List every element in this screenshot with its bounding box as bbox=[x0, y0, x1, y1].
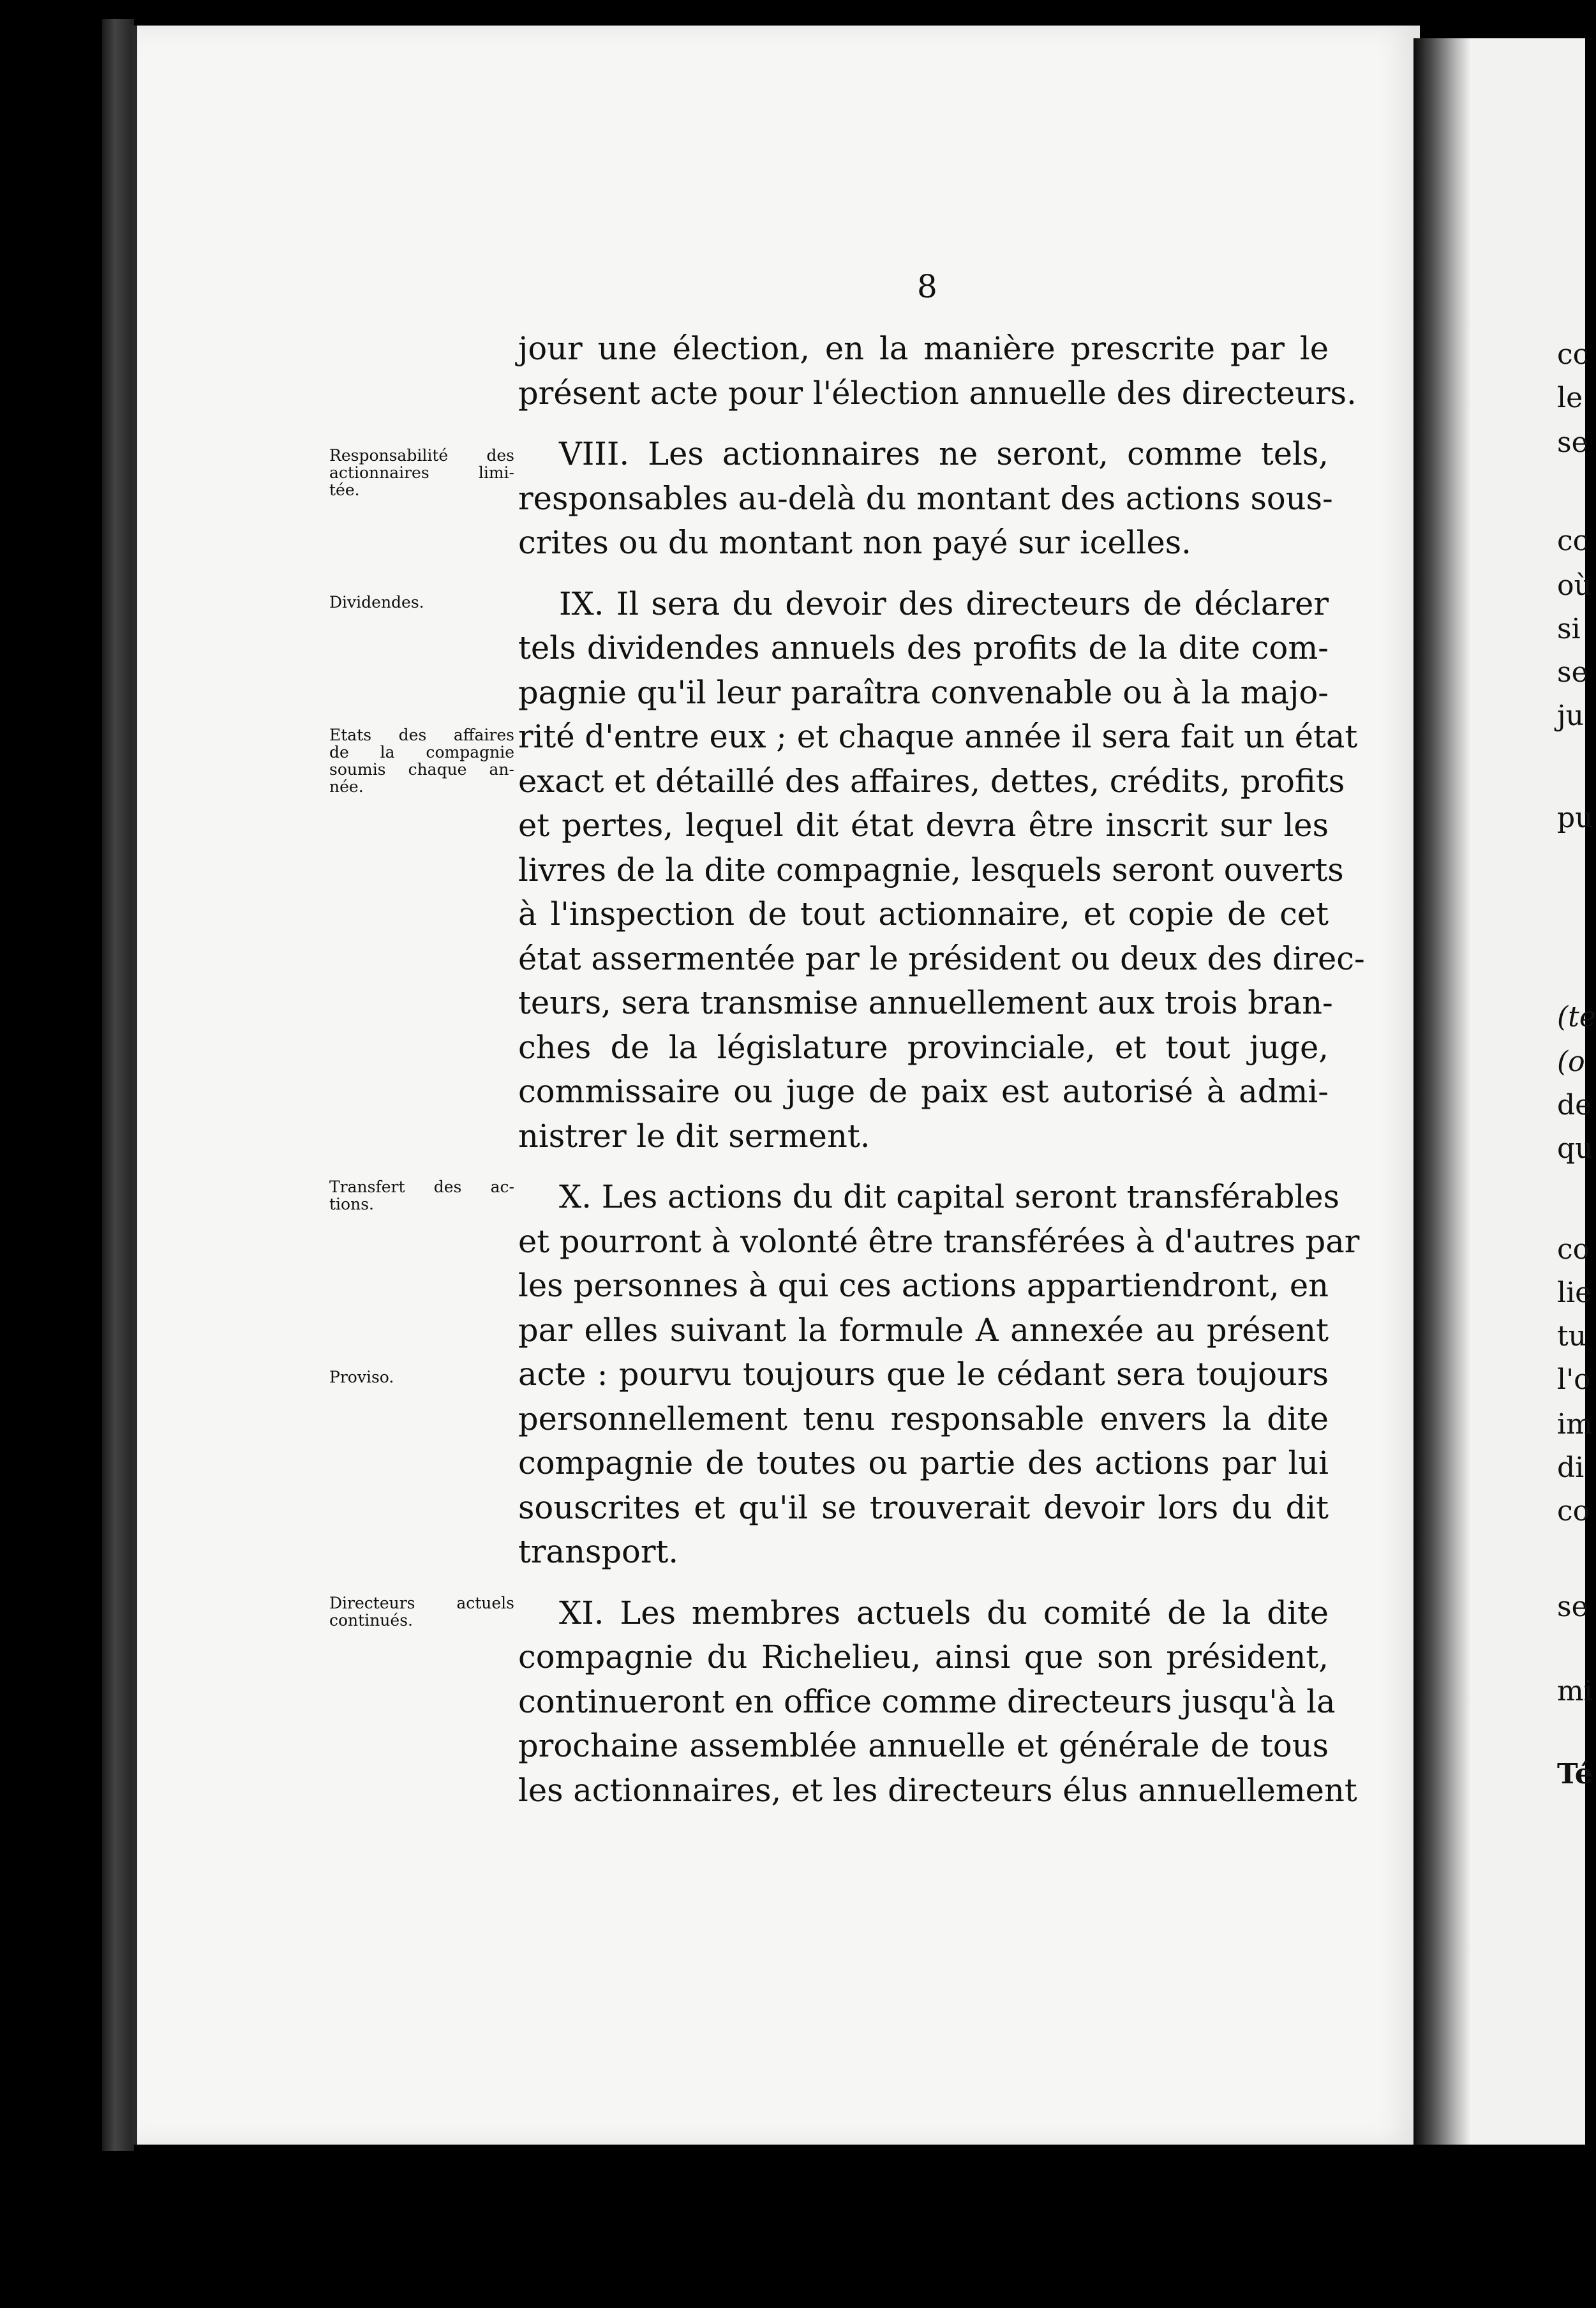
facing-fragment: mi bbox=[1557, 1675, 1593, 1707]
margin-note-line: Etats des affaires bbox=[329, 726, 514, 744]
margin-note-line: Responsabilité des bbox=[329, 446, 514, 465]
facing-fragment: pu bbox=[1557, 802, 1593, 834]
margin-note-line: née. bbox=[329, 777, 364, 796]
facing-fragment: tu bbox=[1557, 1320, 1587, 1353]
body-line: teurs, sera transmise annuellement aux trois bran- bbox=[518, 984, 1333, 1021]
margin-note-line: de la compagnie bbox=[329, 743, 514, 761]
body-line: VIII. Les actionnaires ne seront, comme tels, bbox=[559, 435, 1329, 472]
body-line: jour une élection, en la manière prescrite par le bbox=[518, 330, 1329, 367]
body-line: les personnes à qui ces actions appartiendront, en bbox=[518, 1267, 1329, 1304]
page-binding-edge bbox=[102, 19, 134, 2151]
facing-fragment: où bbox=[1557, 569, 1592, 602]
facing-fragment: cc bbox=[1557, 338, 1589, 371]
margin-note-line: Directeurs actuels bbox=[329, 1594, 514, 1612]
body-line: IX. Il sera du devoir des directeurs de déclarer bbox=[559, 585, 1329, 622]
facing-fragment: qu bbox=[1557, 1132, 1593, 1165]
body-text bbox=[518, 327, 1365, 1813]
body-line: exact et détaillé des affaires, dettes, crédits, profits bbox=[518, 762, 1345, 800]
margin-note-dividendes bbox=[329, 594, 514, 611]
body-line: souscrites et qu'il se trouverait devoir lors du dit bbox=[518, 1488, 1329, 1526]
margin-note-line: Dividendes. bbox=[329, 593, 424, 611]
body-line: continueront en office comme directeurs jusqu'à la bbox=[518, 1682, 1336, 1720]
facing-fragment: si bbox=[1557, 613, 1581, 645]
facing-fragment: (te bbox=[1557, 1001, 1596, 1033]
body-line: et pourront à volonté être transférées à d'autres par bbox=[518, 1222, 1360, 1260]
body-line: les actionnaires, et les directeurs élus annuellement bbox=[518, 1771, 1357, 1809]
body-line: commissaire ou juge de paix est autorisé à admi- bbox=[518, 1073, 1329, 1110]
margin-note-proviso bbox=[329, 1368, 514, 1386]
margin-note-line: Proviso. bbox=[329, 1368, 394, 1386]
margin-note-line: tée. bbox=[329, 481, 360, 499]
body-line: tels dividendes annuels des profits de la dite com- bbox=[518, 629, 1329, 666]
body-line: pagnie qu'il leur paraîtra convenable ou à la majo- bbox=[518, 673, 1329, 711]
margin-note-line: actionnaires limi- bbox=[329, 463, 514, 482]
facing-fragment: (o bbox=[1557, 1045, 1585, 1078]
margin-note-line: tions. bbox=[329, 1195, 374, 1213]
facing-fragment: co bbox=[1557, 1233, 1590, 1266]
facing-fragment: l'o bbox=[1557, 1363, 1591, 1396]
body-line: acte : pourvu toujours que le cédant sera toujours bbox=[518, 1356, 1329, 1393]
facing-fragment: se bbox=[1557, 656, 1588, 689]
facing-fragment: se bbox=[1557, 1591, 1588, 1623]
facing-fragment: di bbox=[1557, 1451, 1585, 1484]
body-line: nistrer le dit serment. bbox=[518, 1117, 870, 1155]
facing-fragment: cc bbox=[1557, 525, 1589, 557]
body-line: rité d'entre eux ; et chaque année il sera fait un état bbox=[518, 718, 1358, 755]
margin-note-line: Transfert des ac- bbox=[329, 1178, 514, 1196]
facing-fragment: Té bbox=[1557, 1758, 1593, 1790]
body-line: personnellement tenu responsable envers la dite bbox=[518, 1400, 1329, 1437]
body-line: prochaine assemblée annuelle et générale de tous bbox=[518, 1727, 1329, 1764]
body-line: transport. bbox=[518, 1533, 679, 1570]
body-line: par elles suivant la formule A annexée au présent bbox=[518, 1311, 1329, 1349]
body-line: compagnie du Richelieu, ainsi que son président, bbox=[518, 1638, 1329, 1675]
body-line: responsables au-delà du montant des actions sous- bbox=[518, 479, 1333, 517]
page-number: 8 bbox=[917, 268, 937, 305]
body-line: présent acte pour l'élection annuelle des directeurs. bbox=[518, 374, 1357, 412]
body-line: compagnie de toutes ou partie des actions par lui bbox=[518, 1444, 1329, 1481]
facing-fragment: se bbox=[1557, 426, 1588, 459]
facing-fragment: ju bbox=[1557, 700, 1584, 732]
facing-fragment: im bbox=[1557, 1408, 1593, 1441]
body-line: X. Les actions du dit capital seront transférables bbox=[559, 1178, 1339, 1215]
body-line: à l'inspection de tout actionnaire, et copie de cet bbox=[518, 895, 1329, 933]
facing-fragment: lie bbox=[1557, 1277, 1592, 1309]
margin-note-responsabilite bbox=[329, 447, 514, 498]
body-line: et pertes, lequel dit état devra être inscrit sur les bbox=[518, 807, 1329, 844]
margin-note-etats bbox=[329, 726, 514, 795]
facing-fragment: co bbox=[1557, 1495, 1590, 1527]
facing-fragment: de bbox=[1557, 1089, 1592, 1121]
body-line: livres de la dite compagnie, lesquels seront ouverts bbox=[518, 851, 1344, 888]
body-line: crites ou du montant non payé sur icelles. bbox=[518, 524, 1191, 561]
margin-note-transfert bbox=[329, 1178, 514, 1213]
margin-note-line: continués. bbox=[329, 1611, 413, 1630]
margin-note-directeurs bbox=[329, 1594, 514, 1629]
margin-note-line: soumis chaque an- bbox=[329, 760, 514, 779]
facing-fragment: le bbox=[1557, 382, 1583, 414]
body-line: état assermentée par le président ou deux des direc- bbox=[518, 940, 1365, 977]
body-line: ches de la législature provinciale, et tout juge, bbox=[518, 1028, 1329, 1066]
gutter-shadow bbox=[1413, 38, 1471, 2145]
body-line: XI. Les membres actuels du comité de la dite bbox=[559, 1594, 1329, 1631]
